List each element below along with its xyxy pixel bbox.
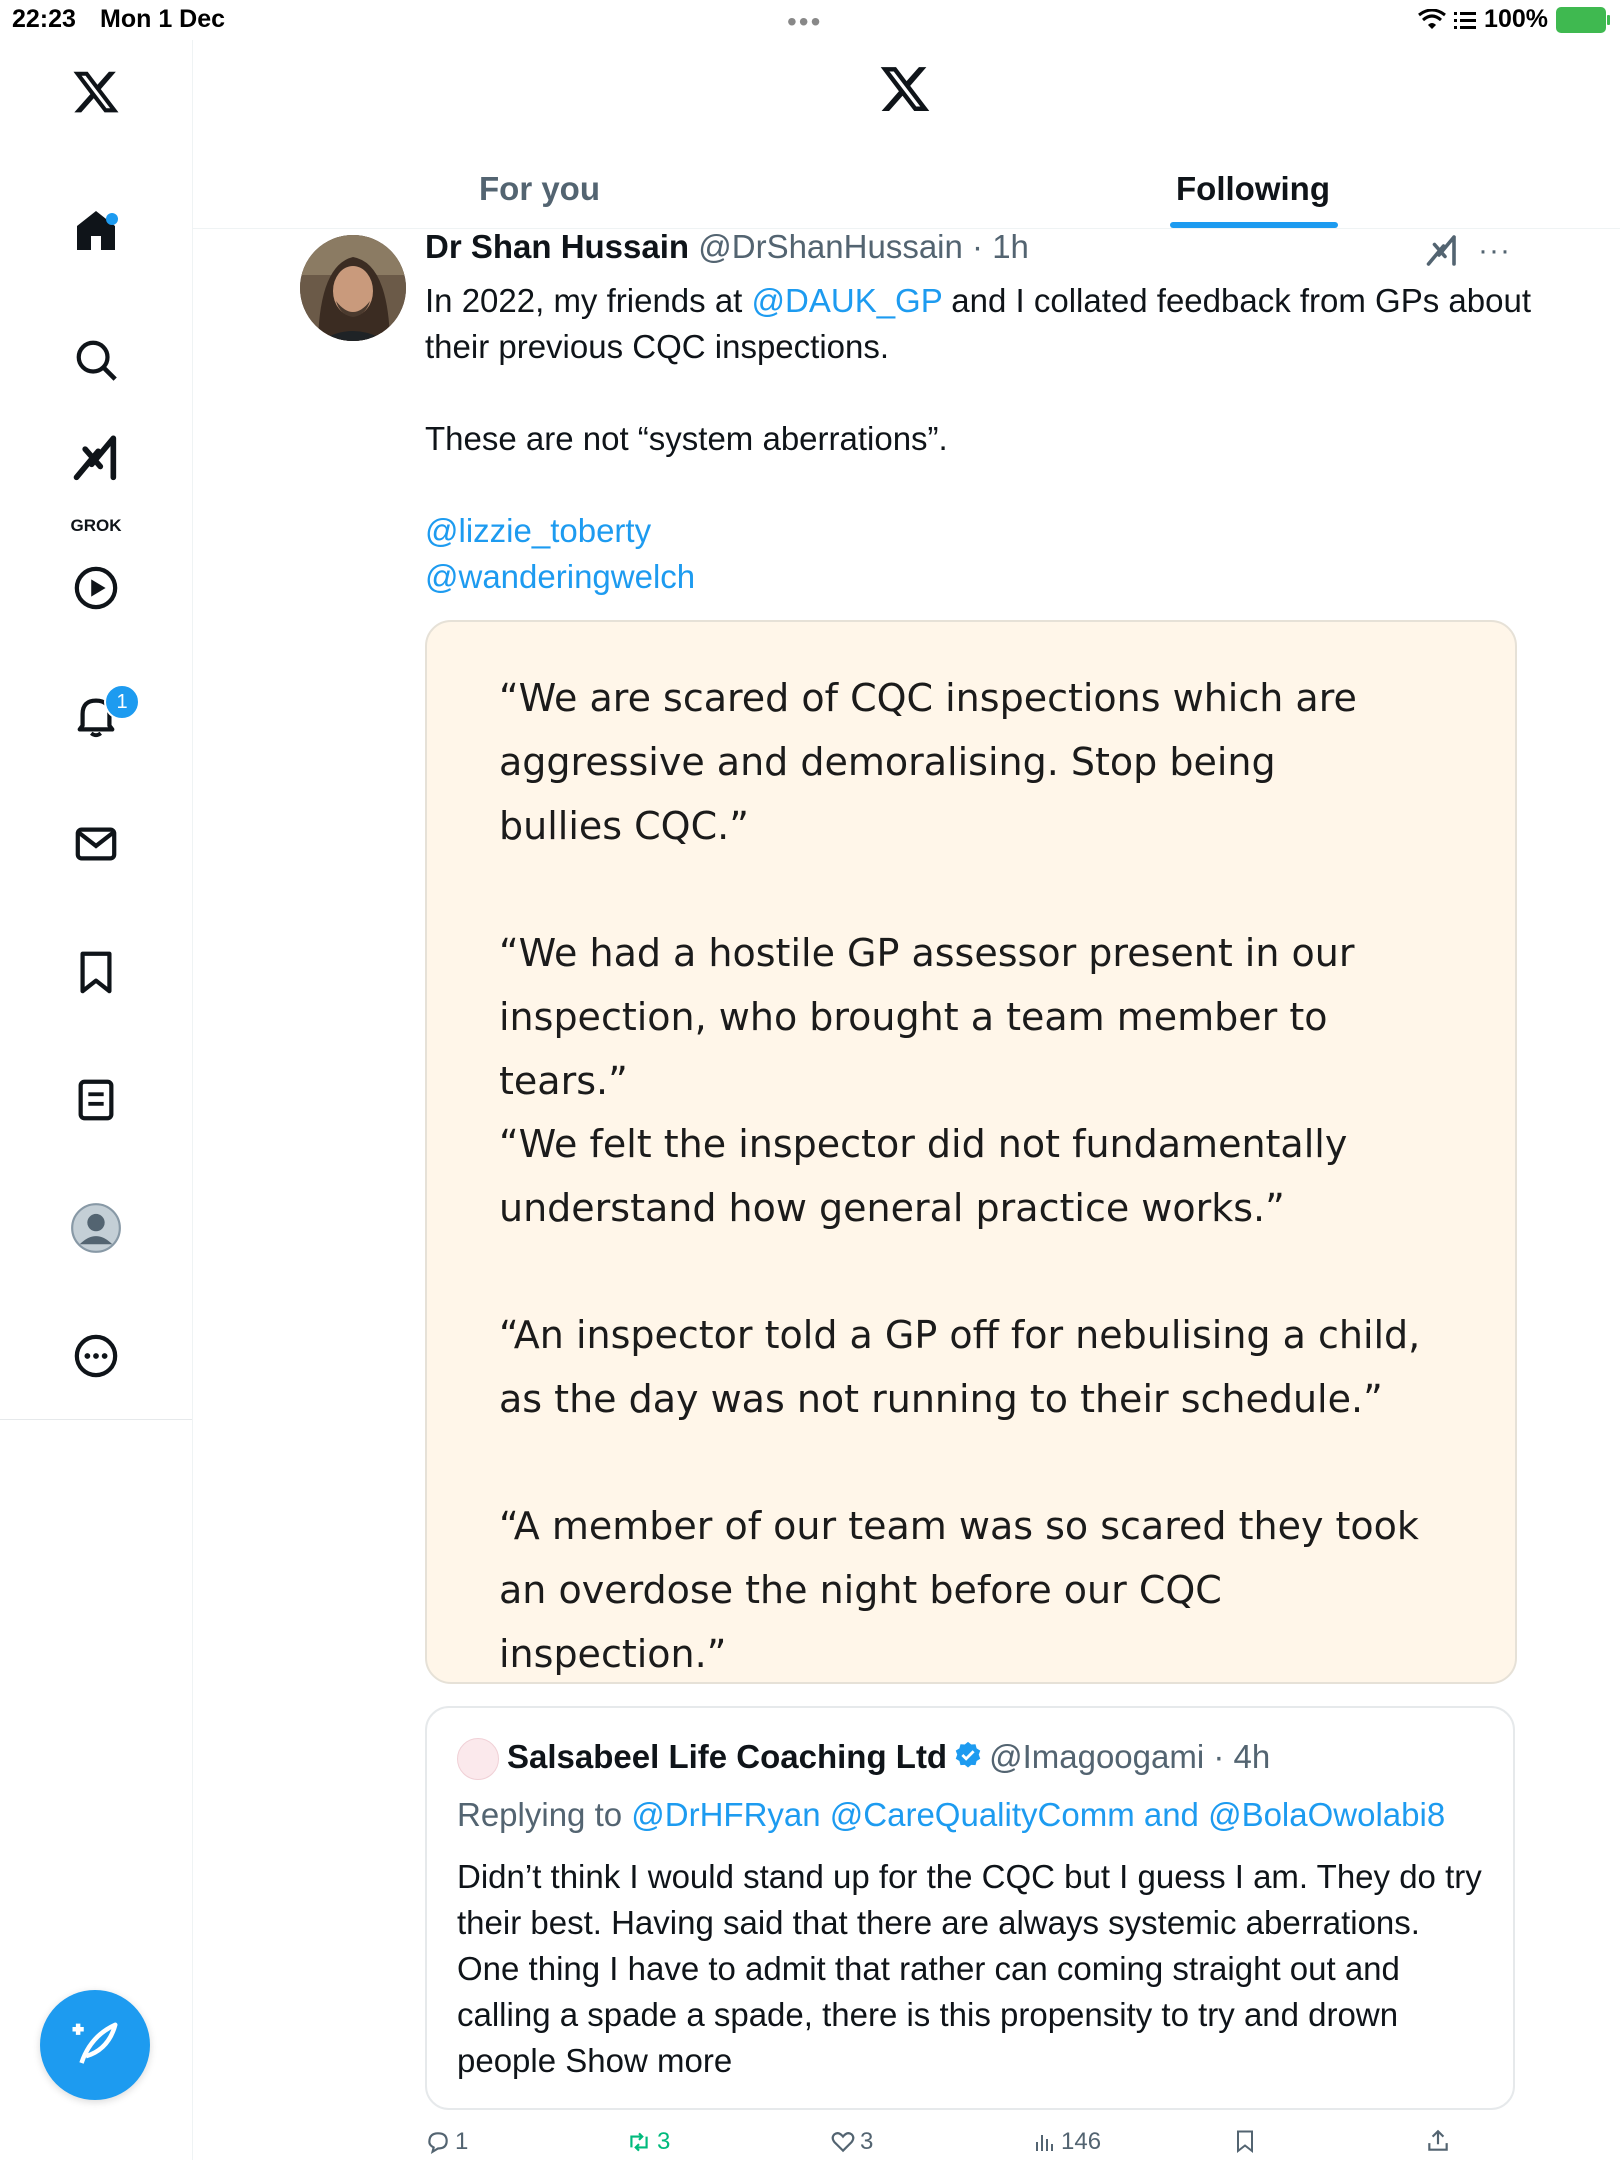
home-unread-dot	[106, 213, 118, 225]
notification-badge: 1	[104, 684, 140, 720]
status-bar	[0, 0, 1620, 40]
grok-icon[interactable]	[66, 430, 126, 490]
active-tab-indicator	[1170, 222, 1338, 228]
share-button[interactable]	[1425, 2128, 1451, 2154]
lists-icon[interactable]	[66, 1070, 126, 1130]
replying-prefix: Replying to	[457, 1796, 632, 1833]
quote-5: “A member of our team was so scared they took an overdose the night before our CQC inspection.”	[499, 1504, 1419, 1676]
reply-age[interactable]: 4h	[1233, 1738, 1271, 1775]
sidebar	[0, 40, 193, 2160]
bookmarks-icon[interactable]	[66, 942, 126, 1002]
tweet-text-line2: These are not “system aberrations”.	[425, 420, 948, 457]
mention-wanderingwelch[interactable]: @wanderingwelch	[425, 558, 696, 595]
battery-icon	[1556, 7, 1606, 33]
tweet-text	[425, 278, 1535, 600]
search-icon[interactable]	[66, 330, 126, 390]
tweet-header	[425, 228, 1029, 266]
grok-label: GROK	[70, 516, 122, 535]
status-right	[1418, 5, 1606, 34]
quote-3: “We felt the inspector did not fundamentally understand how general practice works.”	[499, 1122, 1348, 1230]
tweet-actions	[425, 2128, 1525, 2160]
status-date: Mon 1 Dec	[100, 5, 226, 33]
bookmark-button[interactable]	[1233, 2128, 1257, 2154]
tab-following[interactable]: Following	[1176, 170, 1330, 207]
home-icon[interactable]	[66, 200, 126, 260]
views-icon	[1033, 2130, 1057, 2154]
battery-percent: 100%	[1484, 5, 1548, 33]
repost-button[interactable]	[625, 2128, 670, 2156]
reply-author-name[interactable]: Salsabeel Life Coaching Ltd	[507, 1738, 948, 1775]
share-icon	[1425, 2128, 1451, 2154]
reply-author-handle[interactable]: @Imagoogami	[989, 1738, 1205, 1775]
author-avatar[interactable]	[300, 235, 406, 341]
verified-badge-icon	[953, 1740, 983, 1778]
messages-icon[interactable]	[66, 814, 126, 874]
like-count: 3	[860, 2128, 874, 2155]
bookmark-icon	[1233, 2128, 1257, 2154]
reply-author-avatar[interactable]	[457, 1738, 499, 1780]
views-count: 146	[1061, 2128, 1102, 2155]
show-more-link[interactable]: Show more	[565, 2042, 733, 2079]
multitasking-dots-icon[interactable]: •••	[787, 6, 823, 37]
more-options-icon[interactable]	[66, 1326, 126, 1386]
tweet-more-icon[interactable]: ···	[1478, 234, 1511, 267]
compose-post-button[interactable]	[40, 1990, 150, 2100]
views-button[interactable]	[1033, 2128, 1101, 2156]
wifi-icon	[1418, 9, 1446, 31]
repost-count: 3	[657, 2128, 671, 2155]
reply-separator-dot: ·	[1204, 1738, 1234, 1775]
timeline-tabs	[193, 150, 1620, 229]
reply-count: 1	[455, 2128, 469, 2155]
profile-avatar-icon[interactable]	[66, 1198, 126, 1258]
tab-for-you[interactable]: For you	[479, 170, 600, 207]
sidebar-divider	[0, 1419, 192, 1420]
status-time: 22:23	[12, 5, 76, 33]
replying-to	[457, 1796, 1445, 1834]
list-icon	[1454, 10, 1476, 30]
quote-1: “We are scared of CQC inspections which are aggressive and demoralising. Stop being bullies CQC.”	[499, 676, 1357, 848]
x-logo-icon[interactable]	[66, 62, 126, 122]
grok-explain-icon[interactable]	[1424, 234, 1460, 275]
reply-header	[507, 1738, 1270, 1778]
tweet-text-part2: and I collated feedback from GPs about their previous CQC inspections.	[425, 282, 1531, 365]
replying-to-mentions[interactable]: @DrHFRyan @CareQualityComm and @BolaOwolabi8	[631, 1796, 1446, 1833]
reply-text: Didn’t think I would stand up for the CQC but I guess I am. They do try their best. Having said that there are always systemic aberrations. One thing I have to admit that rather can coming straight out and calling a spade a spade, there is this propensity to try and drown people	[457, 1858, 1482, 2079]
reply-text-block	[457, 1854, 1487, 2084]
mention-lizzie-toberty[interactable]: @lizzie_toberty	[425, 512, 652, 549]
repost-icon	[625, 2129, 653, 2155]
x-header-logo-icon[interactable]	[878, 62, 932, 121]
tweet-text-part1: In 2022, my friends at	[425, 282, 752, 319]
separator-dot: ·	[962, 228, 993, 265]
quote-2: “We had a hostile GP assessor present in our inspection, who brought a team member to tears.”	[499, 931, 1355, 1103]
tweet-age[interactable]: 1h	[992, 228, 1029, 265]
heart-icon	[830, 2129, 856, 2155]
like-button[interactable]	[830, 2128, 873, 2156]
reply-icon	[425, 2129, 451, 2155]
video-icon[interactable]	[66, 558, 126, 618]
author-name[interactable]: Dr Shan Hussain	[425, 228, 690, 265]
author-handle[interactable]: @DrShanHussain	[698, 228, 963, 265]
tweet-image[interactable]	[425, 620, 1517, 1684]
quoted-reply-card[interactable]	[425, 1706, 1515, 2110]
quote-4: “An inspector told a GP off for nebulising a child, as the day was not running to their schedule.”	[499, 1313, 1421, 1421]
mention-dauk-gp[interactable]: @DAUK_GP	[751, 282, 943, 319]
reply-button[interactable]	[425, 2128, 468, 2156]
